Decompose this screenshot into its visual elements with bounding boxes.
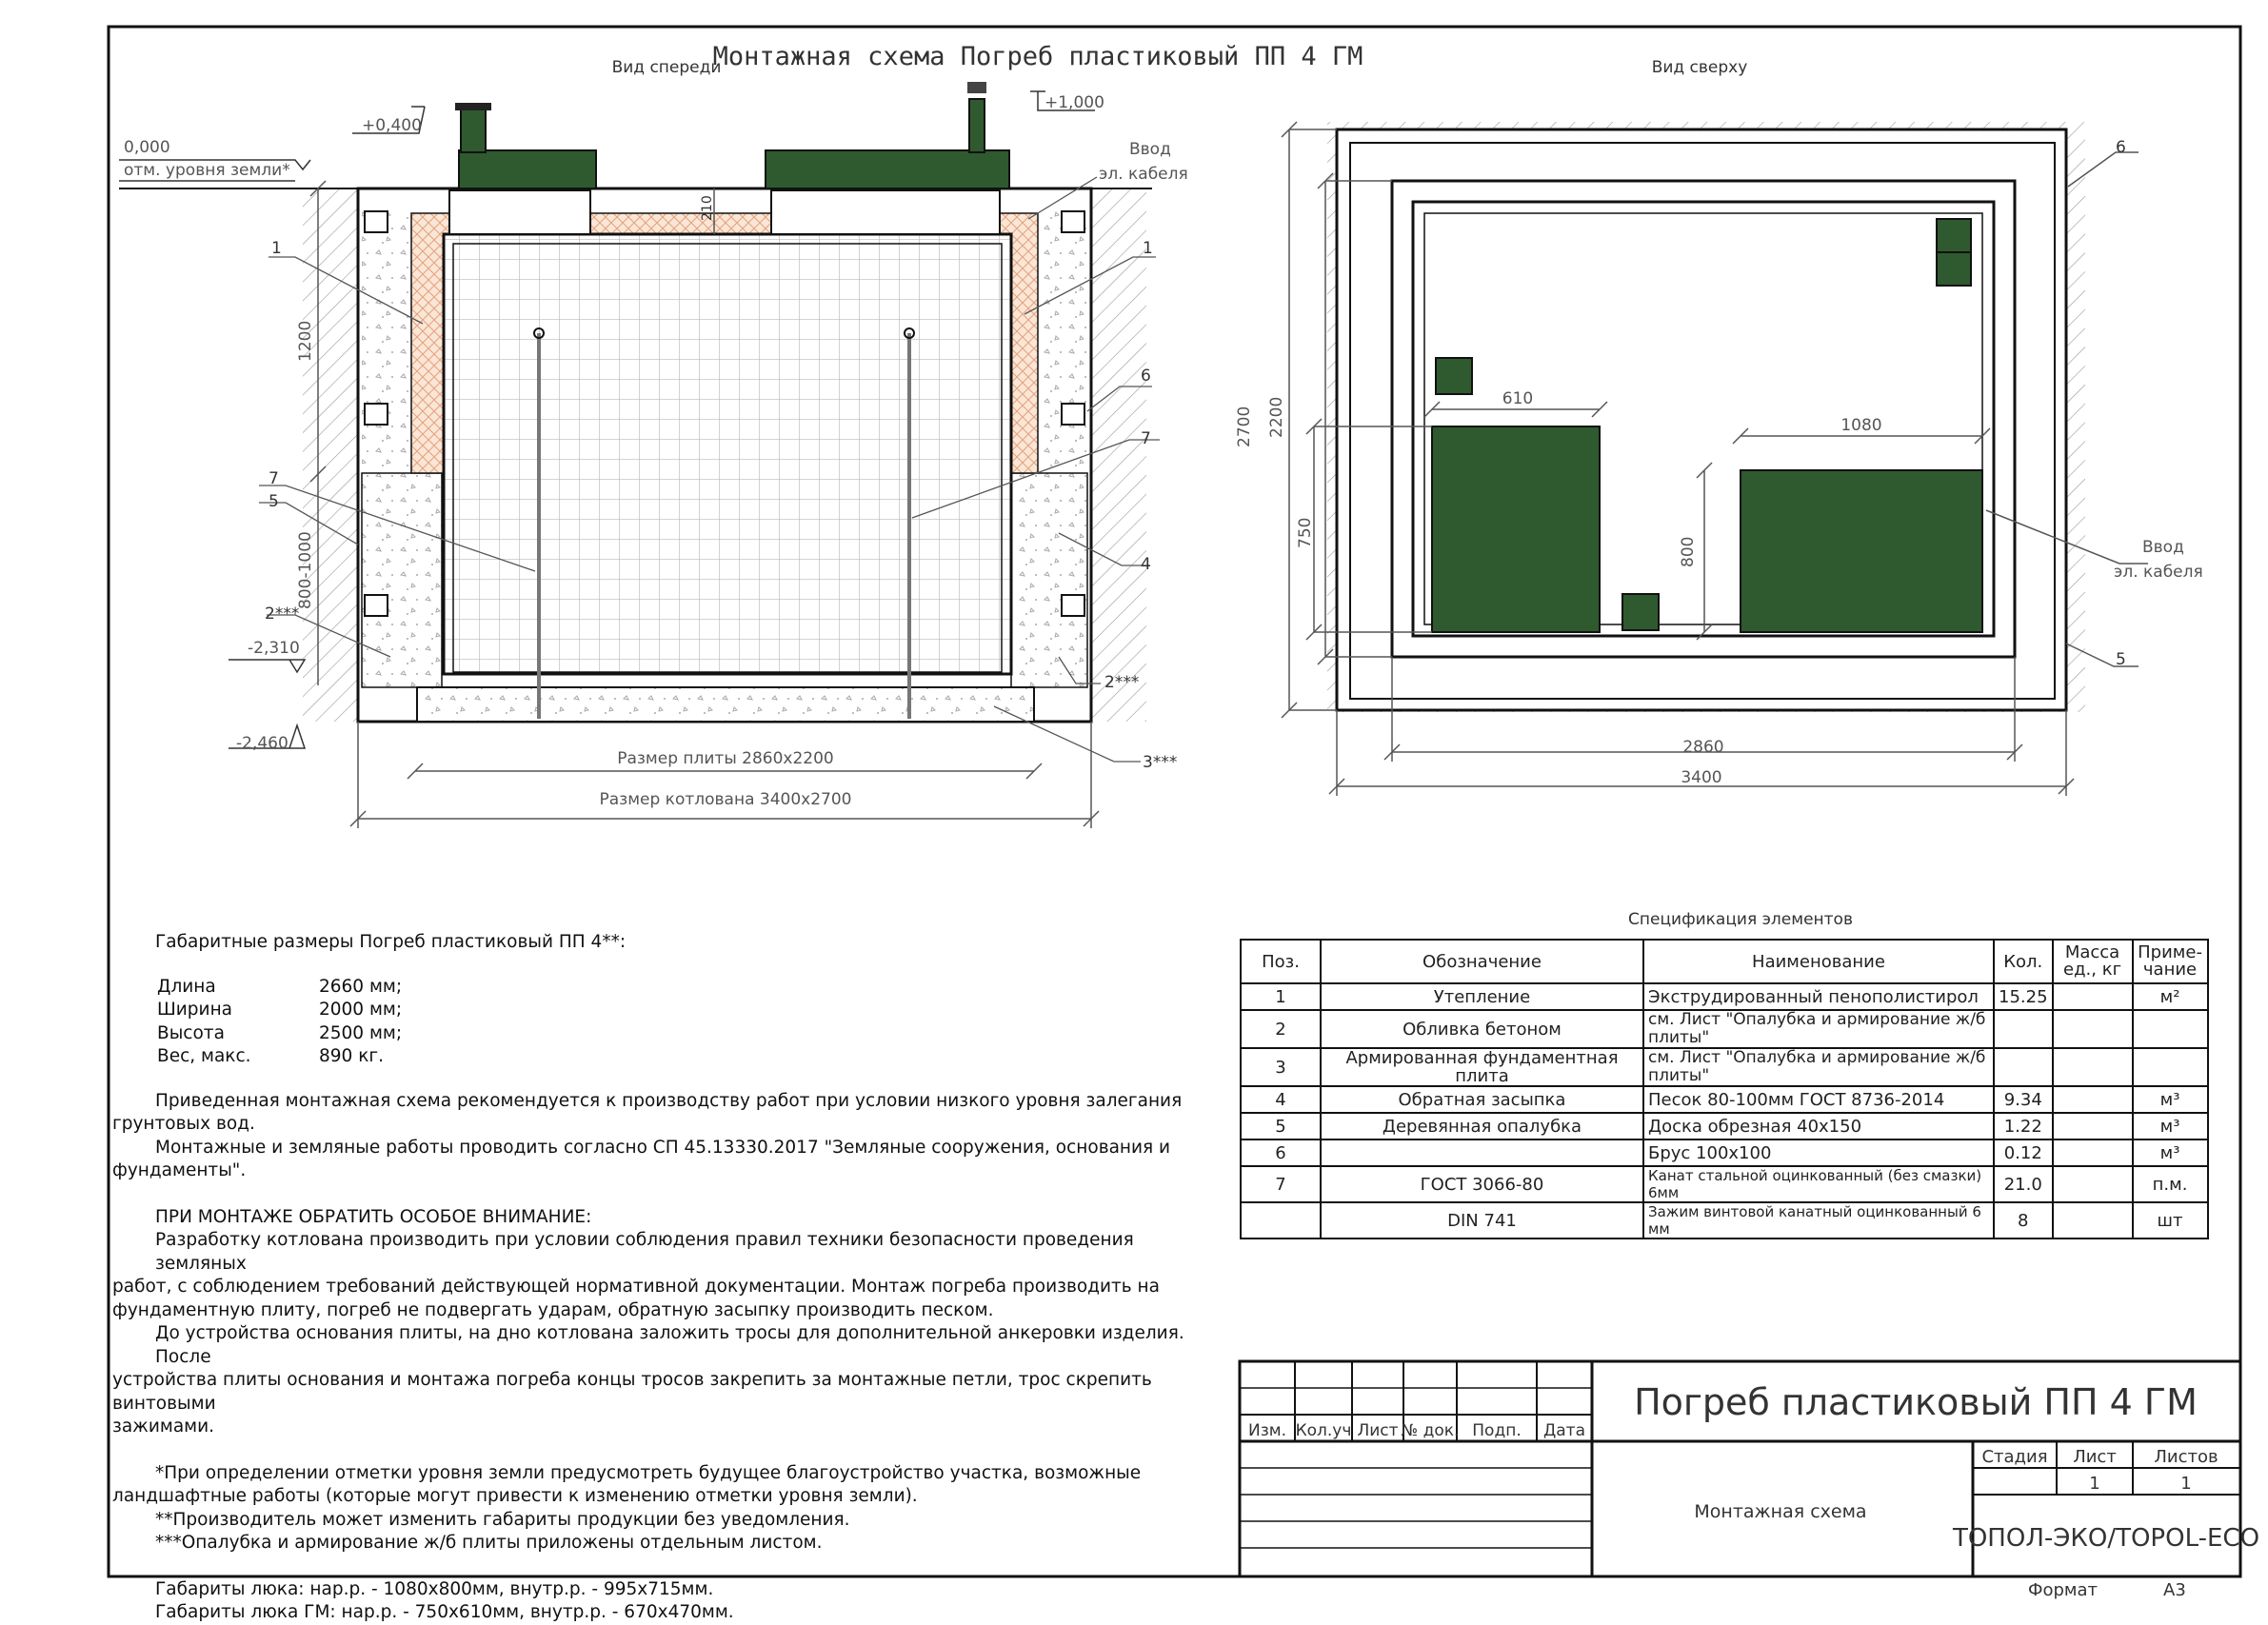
note-line: устройства плиты основания и монтажа погреба концы тросов закрепить за монтажные петли, трос скрепить винтовыми xyxy=(112,1370,1152,1414)
tb-company: ТОПОЛ-ЭКО/TOPOL-ECO xyxy=(1952,1524,2260,1553)
dim-key: Ширина xyxy=(157,1000,233,1020)
dim-plate: Размер плиты 2860х2200 xyxy=(617,749,834,768)
top-dim-610: 610 xyxy=(1502,389,1534,408)
cell-note: м³ xyxy=(2133,1139,2208,1166)
note-line: фундаментную плиту, погреб не подвергать ударам, обратную засыпку производить песком. xyxy=(112,1299,994,1320)
tb-col-koluch: Кол.уч xyxy=(1295,1421,1352,1440)
table-row xyxy=(1241,1166,2208,1202)
top-dim-750: 750 xyxy=(1296,517,1315,548)
th-qty: Кол. xyxy=(1994,940,2053,983)
spec-table xyxy=(1240,939,2209,1239)
dim-key: Высота xyxy=(157,1022,225,1043)
cell-name: Зажим винтовой канатный оцинкованный 6 мм xyxy=(1643,1202,1994,1239)
tb-product: Погреб пластиковый ПП 4 ГМ xyxy=(1634,1381,2198,1423)
cell-mass xyxy=(2053,1010,2133,1048)
cell-desig: DIN 741 xyxy=(1321,1202,1643,1239)
front-pos-2-right: 2*** xyxy=(1104,673,1140,692)
dim-value: 2500 мм; xyxy=(319,1022,403,1043)
tb-stage-h: Стадия xyxy=(1981,1447,2048,1467)
note-line: зажимами. xyxy=(112,1417,215,1437)
cell-name: см. Лист "Опалубка и армирование ж/б плиты" xyxy=(1643,1010,1994,1048)
footnote-1: *При определении отметки уровня земли предусмотреть будущее благоустройство участка, возможные xyxy=(155,1462,1142,1483)
tb-format: А3 xyxy=(2163,1580,2186,1600)
concrete-left xyxy=(362,473,442,687)
top-dim-1080: 1080 xyxy=(1840,416,1882,435)
cell-desig: Утепление xyxy=(1321,983,1643,1010)
dim-1200: 1200 xyxy=(296,320,315,362)
cell-desig: ГОСТ 3066-80 xyxy=(1321,1166,1643,1202)
hatch-neck-left xyxy=(449,190,590,234)
table-row xyxy=(1241,1202,2208,1239)
cell-mass xyxy=(2053,1113,2133,1139)
dim-value: 2660 мм; xyxy=(319,976,403,997)
cell-qty: 9.34 xyxy=(1994,1086,2053,1113)
level-bottom1: -2,310 xyxy=(248,639,300,658)
tb-col-date: Дата xyxy=(1542,1421,1586,1440)
front-pos-1-left: 1 xyxy=(271,239,282,258)
th-mass: Масса ед., кг xyxy=(2053,940,2133,983)
cell-pos: 4 xyxy=(1241,1086,1321,1113)
front-view-label: Вид спереди xyxy=(611,58,722,77)
soil-right xyxy=(1091,188,1146,722)
top-hatch-large xyxy=(1741,470,1982,632)
th-note: Приме-чание xyxy=(2133,940,2208,983)
level-ground-caption: отм. уровня земли* xyxy=(124,161,290,180)
soil-left xyxy=(303,188,358,722)
cell-name: Брус 100х100 xyxy=(1643,1139,1994,1166)
table-row xyxy=(1241,983,2208,1010)
dim-pit: Размер котлована 3400х2700 xyxy=(599,790,852,809)
cell-mass xyxy=(2053,1048,2133,1086)
front-cable-entry-2: эл. кабеля xyxy=(1099,165,1188,184)
cell-note: м³ xyxy=(2133,1113,2208,1139)
cell-qty: 0.12 xyxy=(1994,1139,2053,1166)
notes xyxy=(112,931,1217,1625)
cell-qty: 8 xyxy=(1994,1202,2053,1239)
cell-note xyxy=(2133,1048,2208,1086)
table-row xyxy=(1241,1139,2208,1166)
cell-name: Доска обрезная 40х150 xyxy=(1643,1113,1994,1139)
cell-qty: 21.0 xyxy=(1994,1166,2053,1202)
cell-name: Экструдированный пенополистирол xyxy=(1643,983,1994,1010)
top-hatch-small xyxy=(1432,426,1600,632)
tb-col-doc: № док. xyxy=(1401,1421,1460,1440)
top-view-label: Вид сверху xyxy=(1651,58,1748,77)
dims-title: Габаритные размеры Погреб пластиковый ПП 4**: xyxy=(155,932,627,952)
cell-name: см. Лист "Опалубка и армирование ж/б плиты" xyxy=(1643,1048,1994,1086)
table-row xyxy=(1241,1113,2208,1139)
cell-note: м³ xyxy=(2133,1086,2208,1113)
note-line: Разработку котлована производить при условии соблюдения правил техники безопасности проведения земляных xyxy=(155,1230,1134,1274)
top-vent-left xyxy=(1436,358,1472,394)
front-pos-7-left: 7 xyxy=(269,469,279,488)
cell-qty: 1.22 xyxy=(1994,1113,2053,1139)
cell-desig: Армированная фундаментная плита xyxy=(1321,1048,1643,1086)
cell-note: п.м. xyxy=(2133,1166,2208,1202)
note-line: Монтажные и земляные работы проводить согласно СП 45.13330.2017 "Земляные сооружения, основания и xyxy=(155,1137,1171,1158)
note-line: Приведенная монтажная схема рекомендуется к производству работ при условии низкого уровня залегания xyxy=(155,1090,1183,1111)
cell-desig xyxy=(1321,1139,1643,1166)
cell-pos: 6 xyxy=(1241,1139,1321,1166)
cell-pos: 1 xyxy=(1241,983,1321,1010)
dims-table xyxy=(157,976,1217,1069)
top-cable-entry-2: эл. кабеля xyxy=(2114,563,2203,582)
cell-note xyxy=(2133,1010,2208,1048)
backfill-upper-right xyxy=(1038,211,1087,473)
cell-desig: Обливка бетоном xyxy=(1321,1010,1643,1048)
vent-pipe-left xyxy=(461,107,486,152)
top-pos-5: 5 xyxy=(2116,650,2126,669)
footnote-3: ***Опалубка и армирование ж/б плиты приложены отдельным листом. xyxy=(155,1533,823,1553)
attention-heading: ПРИ МОНТАЖЕ ОБРАТИТЬ ОСОБОЕ ВНИМАНИЕ: xyxy=(155,1206,592,1227)
cell-pos xyxy=(1241,1202,1321,1239)
dim-value: 890 кг. xyxy=(319,1046,384,1066)
cell-note: шт xyxy=(2133,1202,2208,1239)
top-dim-2200: 2200 xyxy=(1267,396,1286,438)
note-line: фундаменты". xyxy=(112,1160,247,1180)
dim-key: Вес, макс. xyxy=(157,1046,251,1066)
hatch-dims-1: Габариты люка: нар.р. - 1080х800мм, внутр.р. - 995х715мм. xyxy=(155,1578,714,1599)
tb-doc-name: Монтажная схема xyxy=(1694,1501,1867,1522)
tb-col-izm: Изм. xyxy=(1248,1421,1286,1440)
cell-pos: 7 xyxy=(1241,1166,1321,1202)
cell-name: Канат стальной оцинкованный (без смазки) 6мм xyxy=(1643,1166,1994,1202)
level-ground-value: 0,000 xyxy=(124,138,170,157)
table-row xyxy=(1241,1010,2208,1048)
spec-header xyxy=(1241,940,2208,983)
cell-pos: 5 xyxy=(1241,1113,1321,1139)
level-hatch2: +1,000 xyxy=(1044,93,1104,112)
front-pos-2-left: 2*** xyxy=(265,604,300,624)
spec-title: Спецификация элементов xyxy=(1628,910,1853,929)
note-line: работ, с соблюдением требований действующей нормативной документации. Монтаж погреба производить на xyxy=(112,1277,1160,1297)
cell-desig: Обратная засыпка xyxy=(1321,1086,1643,1113)
cell-name: Песок 80-100мм ГОСТ 8736-2014 xyxy=(1643,1086,1994,1113)
vent-pipe-right xyxy=(969,99,985,152)
cellar-body xyxy=(444,234,1011,674)
tb-col-list: Лист xyxy=(1357,1421,1399,1440)
tb-sheet-h: Лист xyxy=(2073,1447,2117,1467)
concrete-right xyxy=(1011,473,1087,687)
cell-qty: 15.25 xyxy=(1994,983,2053,1010)
tb-sheet: 1 xyxy=(2089,1474,2100,1494)
cell-mass xyxy=(2053,1166,2133,1202)
cell-mass xyxy=(2053,983,2133,1010)
front-view xyxy=(119,82,1188,828)
cell-mass xyxy=(2053,1139,2133,1166)
hatch-dims-2: Габариты люка ГМ: нар.р. - 750х610мм, внутр.р. - 670х470мм. xyxy=(155,1602,734,1622)
note-line: грунтовых вод. xyxy=(112,1114,255,1134)
th-desig: Обозначение xyxy=(1321,940,1643,983)
top-vent-mid xyxy=(1622,594,1659,630)
table-row xyxy=(1241,1048,2208,1086)
drawing-title: Монтажная схема Погреб пластиковый ПП 4 ГМ xyxy=(712,42,1363,71)
base-plate xyxy=(417,687,1034,722)
tb-sheets-h: Листов xyxy=(2154,1447,2218,1467)
top-dim-800: 800 xyxy=(1679,536,1698,567)
cell-qty xyxy=(1994,1048,2053,1086)
front-pos-5: 5 xyxy=(269,492,279,511)
table-row xyxy=(1241,1086,2208,1113)
backfill-upper-left xyxy=(362,211,409,473)
tb-format-label: Формат xyxy=(2028,1580,2099,1600)
cell-desig: Деревянная опалубка xyxy=(1321,1113,1643,1139)
th-name: Наименование xyxy=(1643,940,1994,983)
front-cable-entry-1: Ввод xyxy=(1129,140,1171,159)
cell-note: м² xyxy=(2133,983,2208,1010)
front-pos-1-right: 1 xyxy=(1143,239,1153,258)
footnote-1-cont: ландшафтные работы (которые могут привести к изменению отметки уровня земли). xyxy=(112,1486,918,1506)
front-pos-7-right: 7 xyxy=(1141,429,1151,448)
cell-mass xyxy=(2053,1202,2133,1239)
front-pos-3: 3*** xyxy=(1143,753,1178,772)
tb-sheets: 1 xyxy=(2180,1474,2192,1494)
top-dim-3400: 3400 xyxy=(1681,768,1722,787)
hatch-small xyxy=(459,150,596,188)
cell-pos: 2 xyxy=(1241,1010,1321,1048)
top-cable-entry-1: Ввод xyxy=(2142,538,2184,557)
top-pos-6: 6 xyxy=(2116,138,2126,157)
dim-800-1000: 800-1000 xyxy=(296,531,315,609)
tb-col-podp: Подп. xyxy=(1472,1421,1522,1440)
top-view xyxy=(1235,122,2203,796)
dim-key: Длина xyxy=(157,976,216,997)
cell-mass xyxy=(2053,1086,2133,1113)
hatch-large xyxy=(766,150,1009,188)
dim-value: 2000 мм; xyxy=(319,1000,403,1020)
th-pos: Поз. xyxy=(1241,940,1321,983)
hatch-neck-right xyxy=(771,190,1000,234)
cell-pos: 3 xyxy=(1241,1048,1321,1086)
level-bottom2: -2,460 xyxy=(236,734,288,753)
front-pos-4: 4 xyxy=(1141,555,1151,574)
dim-210: 210 xyxy=(700,195,715,221)
top-dim-2860: 2860 xyxy=(1682,738,1724,757)
front-pos-6: 6 xyxy=(1141,367,1151,386)
level-hatch1: +0,400 xyxy=(362,116,422,135)
footnote-2: **Производитель может изменить габариты продукции без уведомления. xyxy=(155,1509,850,1530)
top-dim-2700: 2700 xyxy=(1235,406,1254,447)
cell-qty xyxy=(1994,1010,2053,1048)
note-line: До устройства основания плиты, на дно котлована заложить тросы для дополнительной анкеровки изделия. После xyxy=(155,1323,1184,1367)
